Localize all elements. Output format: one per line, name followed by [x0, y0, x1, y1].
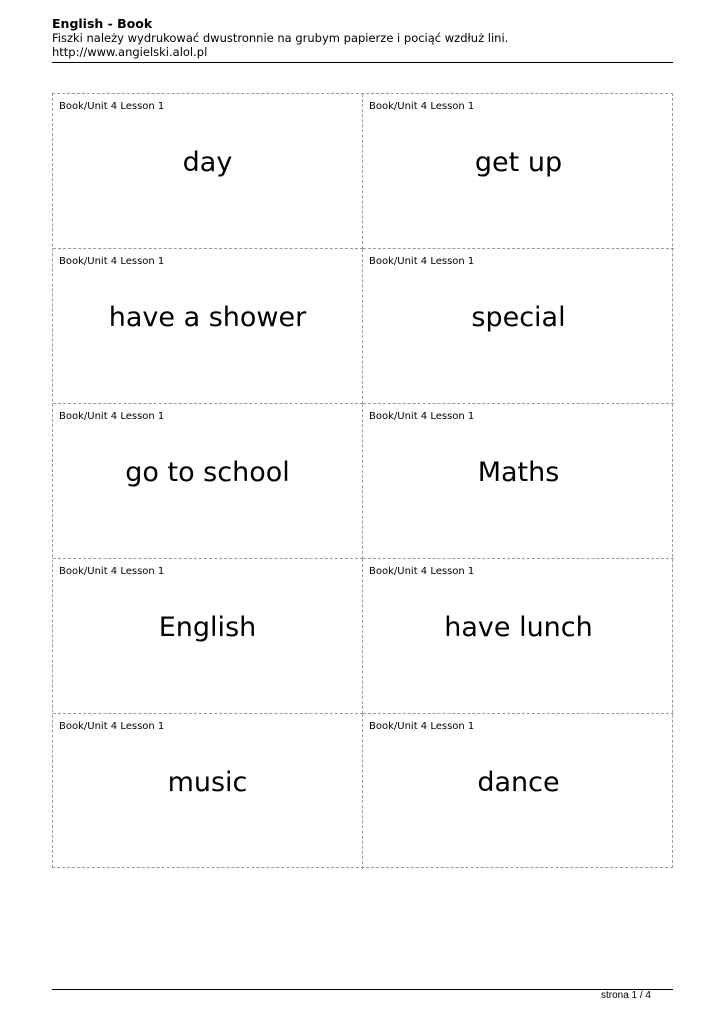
page-number: strona 1 / 4 [600, 990, 651, 1001]
document-url: http://www.angielski.alol.pl [52, 45, 208, 59]
document-title: English - Book [52, 16, 153, 31]
flashcard-word: go to school [125, 457, 290, 488]
flashcard [363, 714, 674, 869]
flashcard-tag: Book/Unit 4 Lesson 1 [369, 411, 475, 422]
document-header [52, 16, 673, 59]
flashcard-tag: Book/Unit 4 Lesson 1 [59, 256, 165, 267]
footer-divider [52, 989, 673, 990]
flashcard [53, 249, 363, 404]
flashcard-word: have lunch [444, 612, 593, 643]
flashcard [53, 94, 363, 249]
flashcard-word: day [182, 147, 233, 178]
flashcard-word: Maths [477, 457, 560, 488]
flashcard-word: have a shower [108, 302, 307, 333]
header-divider [52, 62, 673, 63]
flashcard-word: special [471, 302, 566, 333]
flashcard-tag: Book/Unit 4 Lesson 1 [59, 566, 165, 577]
flashcard-word: English [158, 612, 257, 643]
flashcard-grid [52, 93, 673, 868]
flashcard [53, 559, 363, 714]
flashcard-tag: Book/Unit 4 Lesson 1 [369, 566, 475, 577]
flashcard [53, 714, 363, 869]
flashcard-tag: Book/Unit 4 Lesson 1 [59, 101, 165, 112]
flashcard [363, 249, 674, 404]
flashcard [363, 559, 674, 714]
flashcard [363, 94, 674, 249]
flashcard-word: get up [474, 147, 563, 178]
flashcard-tag: Book/Unit 4 Lesson 1 [59, 411, 165, 422]
document-instructions: Fiszki należy wydrukować dwustronnie na grubym papierze i pociąć wzdłuż lini. [52, 31, 509, 45]
flashcard-tag: Book/Unit 4 Lesson 1 [59, 721, 165, 732]
flashcard-tag: Book/Unit 4 Lesson 1 [369, 256, 475, 267]
flashcard-word: dance [477, 767, 560, 798]
flashcard [53, 404, 363, 559]
flashcard-tag: Book/Unit 4 Lesson 1 [369, 101, 475, 112]
flashcard [363, 404, 674, 559]
flashcard-word: music [167, 767, 248, 798]
flashcard-tag: Book/Unit 4 Lesson 1 [369, 721, 475, 732]
